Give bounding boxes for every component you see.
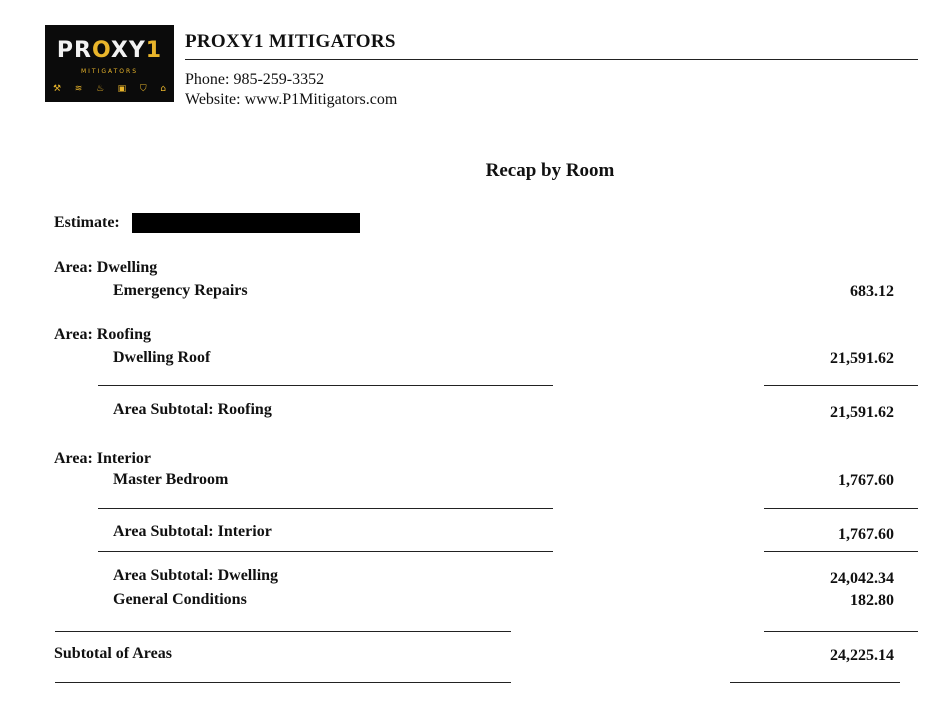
mold-icon: ▣ [117,84,127,94]
logo-wordmark: PROXY1 [56,38,163,63]
estimate-label: Estimate: [54,214,120,231]
general-conditions-label: General Conditions [113,591,247,608]
divider-line [55,631,511,632]
hammer-icon: ⚒ [53,84,62,94]
amount-dwelling-roof: 21,591.62 [830,350,894,367]
shield-icon: ⛉ [139,84,147,94]
divider-line [764,385,918,386]
area-interior-heading: Area: Interior [54,450,151,467]
fire-icon: ♨ [95,84,105,94]
subtotal-dwelling-amount: 24,042.34 [830,570,894,587]
room-master-bedroom: Master Bedroom [113,471,229,488]
amount-emergency-repairs: 683.12 [850,283,894,300]
logo-icon-strip [53,84,166,94]
divider-line [764,551,918,552]
subtotal-interior-amount: 1,767.60 [838,526,894,543]
area-dwelling-heading: Area: Dwelling [54,259,158,276]
room-emergency-repairs: Emergency Repairs [113,282,248,299]
divider-line [98,551,553,552]
company-name: PROXY1 MITIGATORS [185,31,396,52]
general-conditions-amount: 182.80 [850,592,894,609]
house-icon: ⌂ [160,84,166,94]
header-divider [185,59,918,60]
subtotal-dwelling-label: Area Subtotal: Dwelling [113,567,279,584]
amount-master-bedroom: 1,767.60 [838,472,894,489]
subtotal-interior-label: Area Subtotal: Interior [113,523,272,540]
divider-line [55,682,511,683]
company-phone: Phone: 985-259-3352 [185,71,325,88]
room-dwelling-roof: Dwelling Roof [113,349,211,366]
subtotal-roofing-label: Area Subtotal: Roofing [113,401,272,418]
divider-line [730,682,900,683]
subtotal-roofing-amount: 21,591.62 [830,404,894,421]
divider-line [764,508,918,509]
page-title: Recap by Room [485,160,615,181]
company-website: Website: www.P1Mitigators.com [185,91,398,108]
wind-icon: ≋ [74,84,83,94]
subtotal-of-areas-label: Subtotal of Areas [54,645,172,662]
logo-tagline: MITIGATORS [80,68,139,75]
divider-line [764,631,918,632]
company-logo [45,25,174,102]
redacted-estimate-name [132,213,360,233]
divider-line [98,385,553,386]
divider-line [98,508,553,509]
area-roofing-heading: Area: Roofing [54,326,152,343]
subtotal-of-areas-amount: 24,225.14 [830,647,894,664]
